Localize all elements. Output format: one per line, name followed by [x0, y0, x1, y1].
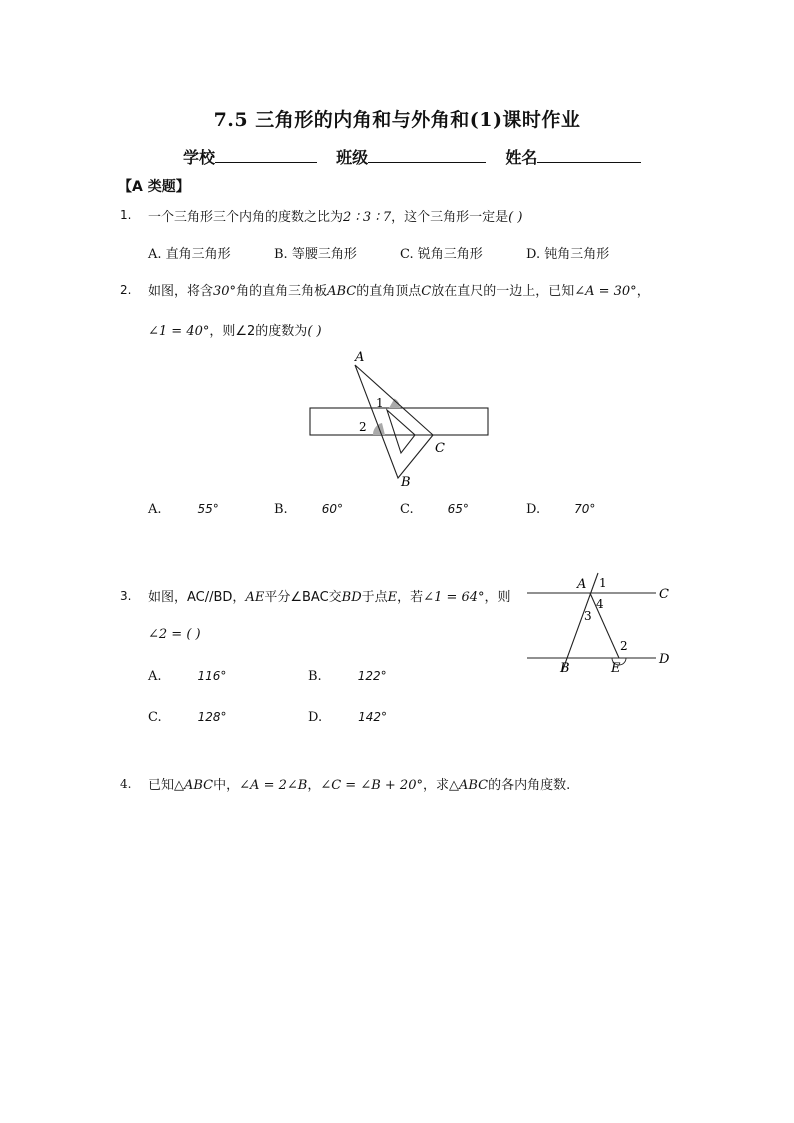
option-letter: A. [148, 247, 162, 262]
option-letter: A. [148, 502, 162, 517]
q1-answer-paren: ( ) [508, 210, 523, 225]
q3-option-d[interactable] [308, 710, 387, 725]
question-1-text [148, 206, 522, 225]
option-text: 等腰三角形 [291, 247, 357, 262]
q3-option-c[interactable] [148, 710, 227, 725]
label-c: C [435, 441, 445, 456]
label-a: A [355, 350, 365, 365]
q2-c: C [421, 284, 432, 299]
q3-condition: ∠1 = 64° [423, 590, 485, 605]
page-title: 7.5 三角形的内角和与外角和(1)课时作业 [213, 109, 581, 131]
q2-comma: ， [636, 284, 650, 299]
q3-option-b[interactable] [308, 669, 387, 684]
class-field[interactable] [368, 146, 486, 163]
option-value: 142° [358, 710, 387, 724]
label-1: 1 [376, 396, 384, 410]
q3-line-2: ∠2 = ( ) [148, 627, 201, 642]
q2-text: 如图，将含 [148, 284, 214, 299]
q2-option-a[interactable] [148, 502, 219, 517]
q2-text: ，则∠2的度数为 [209, 324, 308, 339]
q2-text: 的直角顶点 [356, 284, 422, 299]
option-text: 直角三角形 [165, 247, 231, 262]
q4-condition-1: ∠A = 2∠B [239, 778, 308, 793]
line-ae [590, 593, 619, 658]
question-number: 3. [120, 589, 132, 603]
q4-text: ，求△ [422, 778, 459, 793]
question-number: 1. [120, 208, 132, 222]
option-letter: B. [274, 502, 288, 517]
school-label: 学校 [183, 148, 216, 167]
q4-abc: ABC [184, 778, 214, 793]
option-text: 锐角三角形 [417, 247, 483, 262]
q2-option-c[interactable] [400, 502, 469, 517]
option-letter: B. [308, 669, 322, 684]
option-value: 116° [197, 669, 227, 683]
q3-text: 如图，AC//BD， [148, 590, 246, 605]
label-2: 2 [359, 420, 367, 434]
q4-condition-2: ∠C = ∠B + 20° [320, 778, 423, 793]
q2-option-d[interactable] [526, 502, 595, 517]
student-info-line [183, 145, 641, 168]
label-d: D [659, 652, 670, 667]
q3-figure [522, 570, 682, 678]
q3-text: 平分∠BAC交 [264, 590, 342, 605]
option-letter: D. [308, 710, 323, 725]
q1-text-a: 一个三角形三个内角的度数之比为 [148, 210, 344, 225]
option-letter: C. [400, 502, 414, 517]
name-label: 姓名 [505, 148, 538, 167]
label-2: 2 [620, 639, 628, 653]
option-value: 55° [197, 502, 219, 516]
question-number: 4. [120, 777, 132, 791]
q2-answer-paren: ( ) [307, 324, 322, 339]
q3-ae: AE [245, 590, 265, 605]
q1-option-d[interactable] [526, 243, 609, 262]
question-4-text [148, 774, 570, 793]
q2-option-b[interactable] [274, 502, 343, 517]
q3-text: ，若 [397, 590, 424, 605]
option-text: 钝角三角形 [544, 247, 610, 262]
q1-text-b: ，这个三角形一定是 [391, 210, 509, 225]
q2-condition-a: ∠A = 30° [574, 284, 637, 299]
option-value: 128° [197, 710, 227, 724]
label-a: A [577, 577, 587, 592]
q1-option-c[interactable] [400, 243, 483, 262]
q2-condition-1: ∠1 = 40° [148, 324, 210, 339]
label-1: 1 [599, 576, 607, 590]
q1-option-a[interactable] [148, 243, 231, 262]
q3-option-a[interactable] [148, 669, 226, 684]
q4-text: 中， [213, 778, 240, 793]
question-number: 2. [120, 283, 132, 297]
q4-sep: ， [307, 778, 321, 793]
option-letter: C. [148, 710, 162, 725]
q3-text: 于点 [361, 590, 388, 605]
q1-option-b[interactable] [274, 243, 357, 262]
q1-ratio: 2 ∶ 3 ∶ 7 [343, 210, 392, 225]
q2-abc: ABC [327, 284, 357, 299]
q2-text: 角的直角三角板 [236, 284, 328, 299]
label-b: B [560, 661, 570, 676]
q2-text: 放在直尺的一边上，已知 [431, 284, 575, 299]
option-value: 122° [357, 669, 387, 683]
section-header: 【A 类题】 [118, 179, 190, 195]
option-letter: D. [526, 502, 541, 517]
label-c: C [659, 587, 669, 602]
ruler-shape [310, 408, 488, 435]
option-letter: A. [148, 669, 162, 684]
name-field[interactable] [537, 146, 641, 163]
q2-angle-30: 30° [213, 284, 237, 299]
option-value: 65° [447, 502, 469, 516]
option-letter: D. [526, 247, 541, 262]
q3-e: E [387, 590, 398, 605]
option-value: 70° [574, 502, 596, 516]
class-label: 班级 [336, 148, 369, 167]
option-letter: C. [400, 247, 414, 262]
label-b: B [401, 475, 411, 490]
q4-text: 的各内角度数. [488, 778, 571, 793]
school-field[interactable] [215, 146, 317, 163]
q4-abc-2: ABC [458, 778, 489, 793]
q4-text: 已知△ [148, 778, 184, 793]
label-4: 4 [596, 597, 604, 611]
q3-text: ，则 [484, 590, 511, 605]
q2-figure [300, 345, 500, 490]
option-letter: B. [274, 247, 288, 262]
q3-bd: BD [341, 590, 362, 605]
triangle-inner [387, 410, 415, 453]
question-3-line-1 [148, 586, 511, 605]
label-3: 3 [584, 609, 592, 623]
question-2-line-2 [148, 320, 322, 339]
question-2-line-1 [148, 280, 650, 299]
triangle-outer [355, 365, 433, 478]
option-value: 60° [321, 502, 343, 516]
label-e: E [611, 661, 621, 676]
